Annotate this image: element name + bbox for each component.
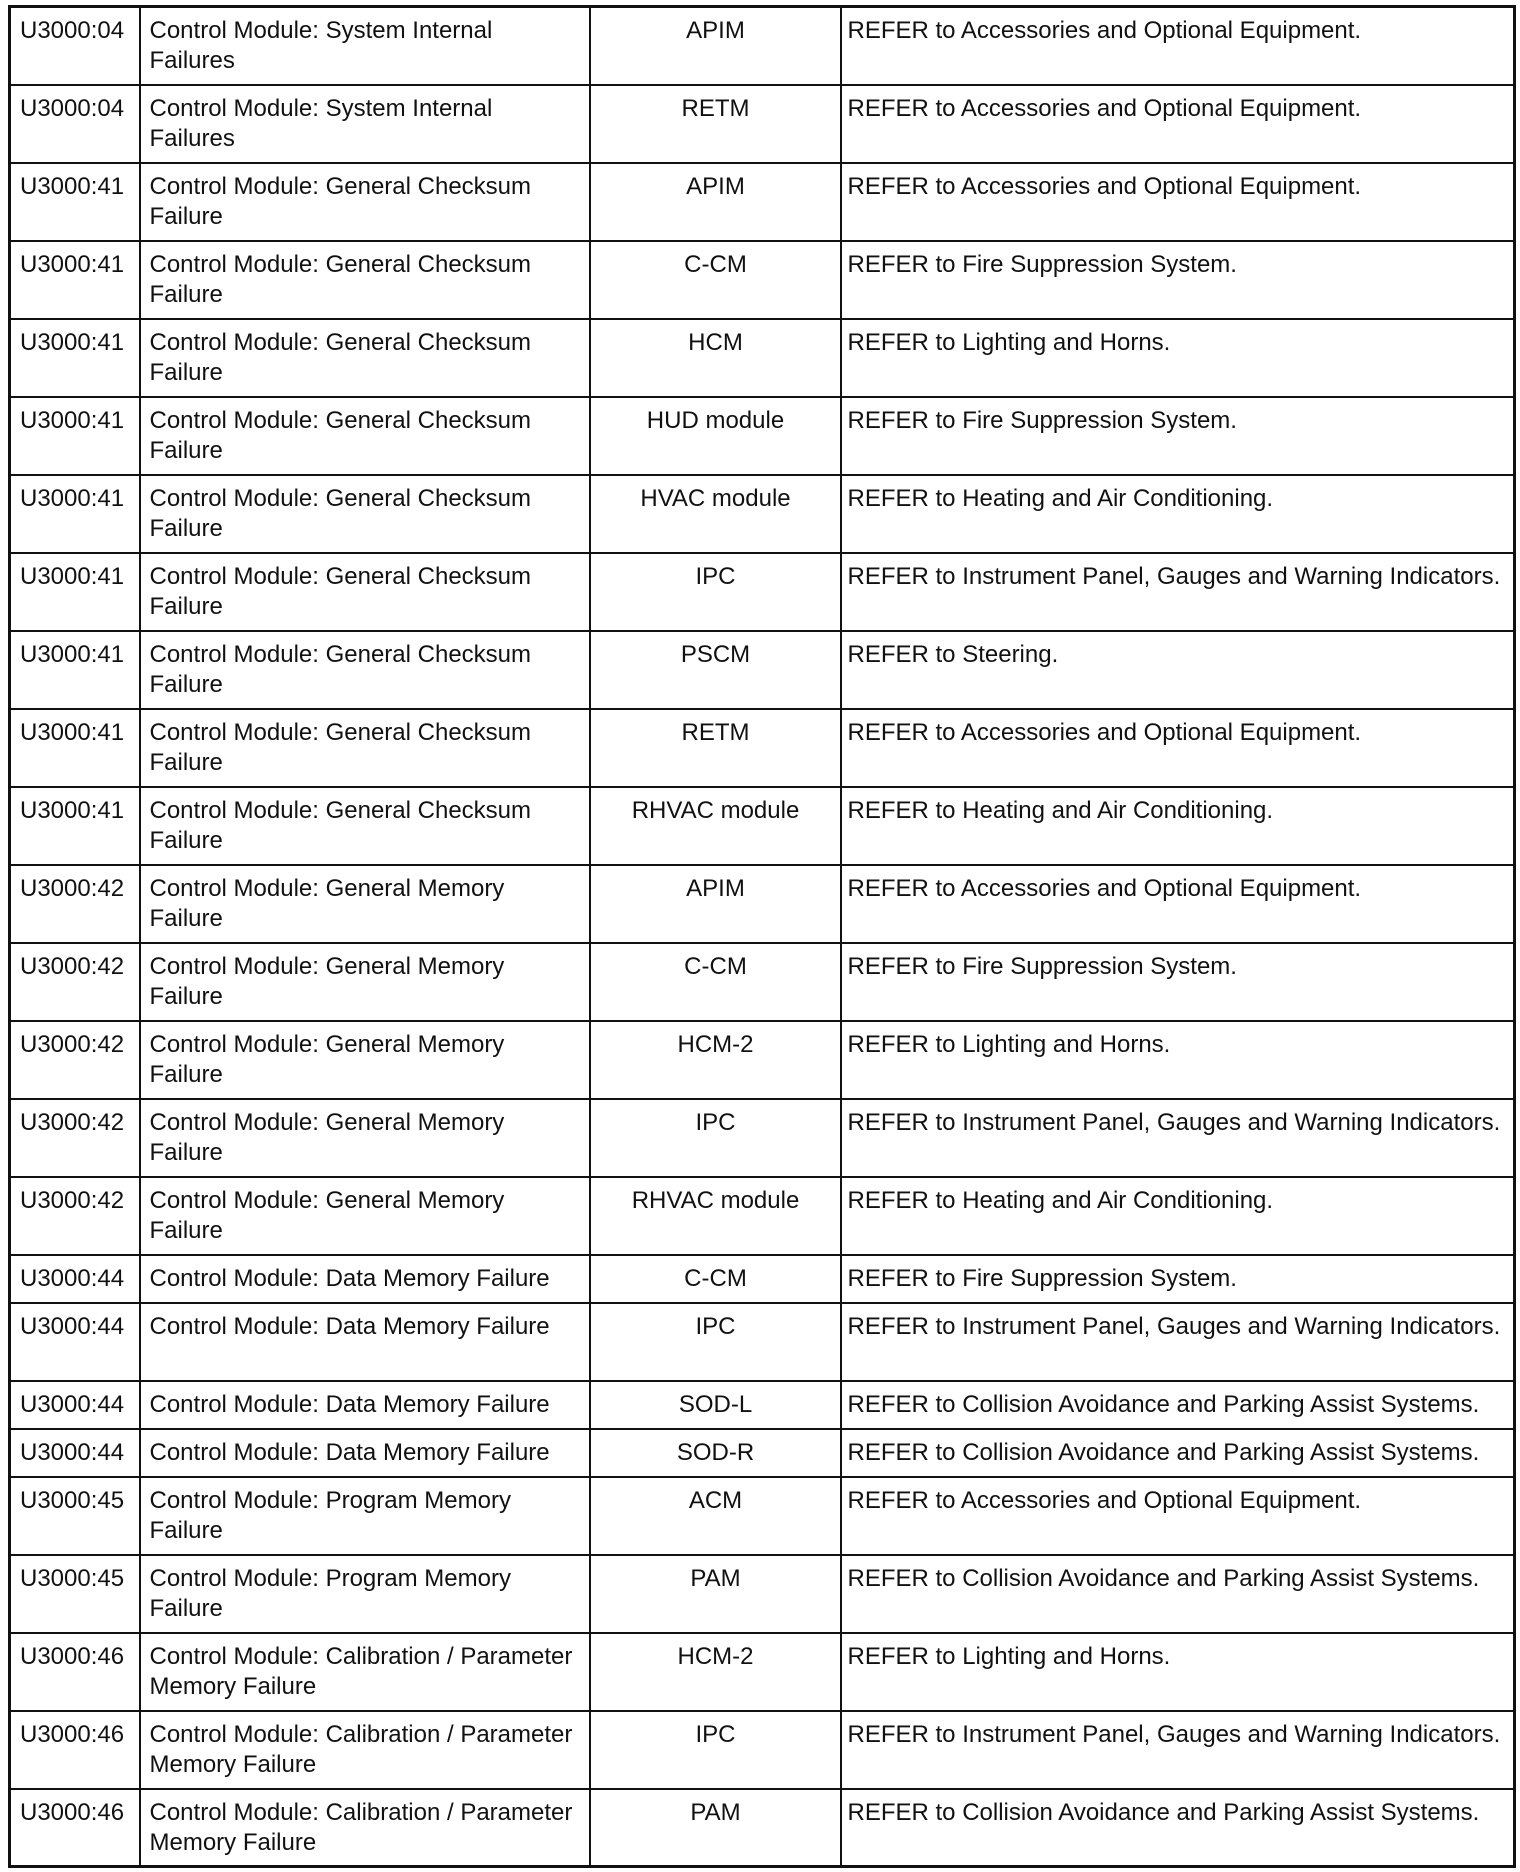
dtc-code-cell: U3000:41 [10, 397, 140, 475]
table-row [10, 553, 1515, 631]
dtc-description-cell: Control Module: General Checksum Failure [140, 475, 590, 553]
table-row [10, 709, 1515, 787]
dtc-code-cell: U3000:46 [10, 1789, 140, 1867]
table-row [10, 475, 1515, 553]
module-cell: PAM [590, 1555, 841, 1633]
module-cell: HCM-2 [590, 1633, 841, 1711]
module-cell: HVAC module [590, 475, 841, 553]
table-row [10, 1789, 1515, 1867]
dtc-description-cell: Control Module: Data Memory Failure [140, 1303, 590, 1381]
dtc-description-cell: Control Module: General Memory Failure [140, 1177, 590, 1255]
dtc-code-cell: U3000:42 [10, 865, 140, 943]
dtc-description-cell: Control Module: General Checksum Failure [140, 241, 590, 319]
action-cell: REFER to Accessories and Optional Equipment. [841, 709, 1515, 787]
dtc-code-cell: U3000:42 [10, 1099, 140, 1177]
table-row [10, 1381, 1515, 1429]
action-cell: REFER to Accessories and Optional Equipment. [841, 1477, 1515, 1555]
dtc-code-cell: U3000:44 [10, 1303, 140, 1381]
module-cell: IPC [590, 1303, 841, 1381]
dtc-code-cell: U3000:41 [10, 163, 140, 241]
action-cell: REFER to Instrument Panel, Gauges and Warning Indicators. [841, 1099, 1515, 1177]
dtc-code-cell: U3000:41 [10, 631, 140, 709]
table-row [10, 1633, 1515, 1711]
action-cell: REFER to Fire Suppression System. [841, 1255, 1515, 1303]
dtc-code-cell: U3000:04 [10, 85, 140, 163]
module-cell: IPC [590, 553, 841, 631]
dtc-description-cell: Control Module: Data Memory Failure [140, 1429, 590, 1477]
module-cell: HUD module [590, 397, 841, 475]
table-row [10, 1255, 1515, 1303]
module-cell: PAM [590, 1789, 841, 1867]
module-cell: IPC [590, 1099, 841, 1177]
dtc-code-cell: U3000:46 [10, 1633, 140, 1711]
action-cell: REFER to Lighting and Horns. [841, 1021, 1515, 1099]
dtc-description-cell: Control Module: General Checksum Failure [140, 553, 590, 631]
module-cell: HCM-2 [590, 1021, 841, 1099]
dtc-code-cell: U3000:41 [10, 475, 140, 553]
table-row [10, 1477, 1515, 1555]
dtc-description-cell: Control Module: Program Memory Failure [140, 1555, 590, 1633]
dtc-code-cell: U3000:42 [10, 1021, 140, 1099]
dtc-code-cell: U3000:42 [10, 943, 140, 1021]
table-row [10, 397, 1515, 475]
table-row [10, 1303, 1515, 1381]
action-cell: REFER to Heating and Air Conditioning. [841, 1177, 1515, 1255]
action-cell: REFER to Instrument Panel, Gauges and Warning Indicators. [841, 1303, 1515, 1381]
table-row [10, 85, 1515, 163]
module-cell: HCM [590, 319, 841, 397]
action-cell: REFER to Collision Avoidance and Parking Assist Systems. [841, 1381, 1515, 1429]
dtc-code-cell: U3000:41 [10, 787, 140, 865]
table-row [10, 787, 1515, 865]
module-cell: C-CM [590, 241, 841, 319]
dtc-description-cell: Control Module: General Memory Failure [140, 1099, 590, 1177]
dtc-code-cell: U3000:04 [10, 7, 140, 85]
action-cell: REFER to Accessories and Optional Equipment. [841, 163, 1515, 241]
dtc-description-cell: Control Module: Data Memory Failure [140, 1255, 590, 1303]
module-cell: RETM [590, 85, 841, 163]
dtc-description-cell: Control Module: General Memory Failure [140, 943, 590, 1021]
dtc-description-cell: Control Module: Calibration / Parameter Memory Failure [140, 1633, 590, 1711]
module-cell: APIM [590, 865, 841, 943]
table-row [10, 1555, 1515, 1633]
dtc-code-cell: U3000:41 [10, 553, 140, 631]
table-row [10, 1177, 1515, 1255]
action-cell: REFER to Accessories and Optional Equipment. [841, 865, 1515, 943]
table-row [10, 631, 1515, 709]
dtc-description-cell: Control Module: General Checksum Failure [140, 631, 590, 709]
dtc-description-cell: Control Module: System Internal Failures [140, 7, 590, 85]
action-cell: REFER to Accessories and Optional Equipment. [841, 85, 1515, 163]
dtc-code-cell: U3000:44 [10, 1381, 140, 1429]
dtc-code-cell: U3000:42 [10, 1177, 140, 1255]
table-row [10, 1021, 1515, 1099]
action-cell: REFER to Steering. [841, 631, 1515, 709]
action-cell: REFER to Collision Avoidance and Parking Assist Systems. [841, 1429, 1515, 1477]
action-cell: REFER to Lighting and Horns. [841, 1633, 1515, 1711]
module-cell: IPC [590, 1711, 841, 1789]
table-row [10, 943, 1515, 1021]
dtc-description-cell: Control Module: General Memory Failure [140, 865, 590, 943]
table-row [10, 865, 1515, 943]
table-row [10, 7, 1515, 85]
dtc-description-cell: Control Module: General Checksum Failure [140, 397, 590, 475]
dtc-description-cell: Control Module: General Checksum Failure [140, 163, 590, 241]
dtc-description-cell: Control Module: System Internal Failures [140, 85, 590, 163]
table-row [10, 1099, 1515, 1177]
dtc-table-body [10, 7, 1515, 1867]
dtc-code-cell: U3000:45 [10, 1477, 140, 1555]
dtc-table [8, 5, 1516, 1868]
module-cell: SOD-L [590, 1381, 841, 1429]
dtc-code-cell: U3000:41 [10, 709, 140, 787]
action-cell: REFER to Heating and Air Conditioning. [841, 475, 1515, 553]
module-cell: RHVAC module [590, 787, 841, 865]
action-cell: REFER to Fire Suppression System. [841, 241, 1515, 319]
dtc-code-cell: U3000:44 [10, 1429, 140, 1477]
dtc-code-cell: U3000:41 [10, 319, 140, 397]
action-cell: REFER to Instrument Panel, Gauges and Warning Indicators. [841, 1711, 1515, 1789]
dtc-description-cell: Control Module: General Checksum Failure [140, 787, 590, 865]
dtc-code-cell: U3000:46 [10, 1711, 140, 1789]
dtc-code-cell: U3000:44 [10, 1255, 140, 1303]
table-row [10, 1711, 1515, 1789]
module-cell: RETM [590, 709, 841, 787]
table-row [10, 241, 1515, 319]
table-row [10, 1429, 1515, 1477]
module-cell: C-CM [590, 943, 841, 1021]
action-cell: REFER to Collision Avoidance and Parking Assist Systems. [841, 1789, 1515, 1867]
module-cell: SOD-R [590, 1429, 841, 1477]
module-cell: RHVAC module [590, 1177, 841, 1255]
dtc-description-cell: Control Module: General Checksum Failure [140, 319, 590, 397]
action-cell: REFER to Fire Suppression System. [841, 397, 1515, 475]
action-cell: REFER to Instrument Panel, Gauges and Warning Indicators. [841, 553, 1515, 631]
table-row [10, 319, 1515, 397]
action-cell: REFER to Accessories and Optional Equipment. [841, 7, 1515, 85]
action-cell: REFER to Heating and Air Conditioning. [841, 787, 1515, 865]
dtc-description-cell: Control Module: Calibration / Parameter Memory Failure [140, 1789, 590, 1867]
module-cell: APIM [590, 163, 841, 241]
action-cell: REFER to Lighting and Horns. [841, 319, 1515, 397]
action-cell: REFER to Fire Suppression System. [841, 943, 1515, 1021]
module-cell: APIM [590, 7, 841, 85]
dtc-description-cell: Control Module: Program Memory Failure [140, 1477, 590, 1555]
dtc-description-cell: Control Module: General Checksum Failure [140, 709, 590, 787]
table-row [10, 163, 1515, 241]
dtc-description-cell: Control Module: General Memory Failure [140, 1021, 590, 1099]
module-cell: C-CM [590, 1255, 841, 1303]
module-cell: ACM [590, 1477, 841, 1555]
dtc-description-cell: Control Module: Data Memory Failure [140, 1381, 590, 1429]
dtc-code-cell: U3000:41 [10, 241, 140, 319]
dtc-description-cell: Control Module: Calibration / Parameter Memory Failure [140, 1711, 590, 1789]
action-cell: REFER to Collision Avoidance and Parking Assist Systems. [841, 1555, 1515, 1633]
dtc-code-cell: U3000:45 [10, 1555, 140, 1633]
module-cell: PSCM [590, 631, 841, 709]
